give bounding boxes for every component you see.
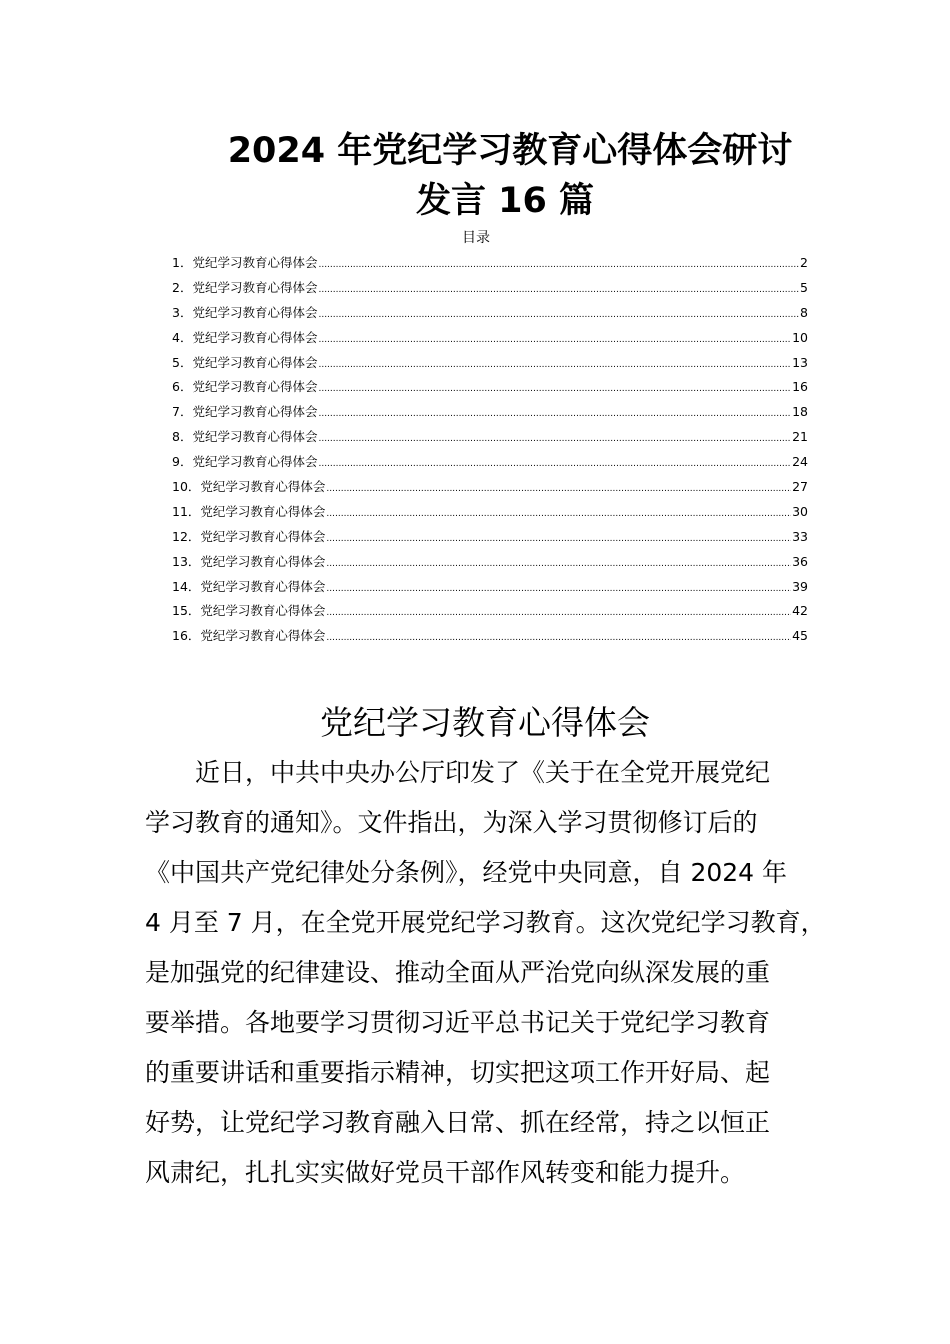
toc-dot-leader <box>318 353 791 378</box>
toc-entry-label: 党纪学习教育心得体会 <box>200 479 326 495</box>
toc-entry-page: 2 <box>800 255 808 270</box>
toc-entry-page: 27 <box>792 479 808 495</box>
toc-entry-page: 30 <box>792 503 808 519</box>
toc-entry-number: 13． <box>172 553 201 569</box>
paragraph-line: 《中国共产党纪律处分条例》，经党中央同意，自 2024 年 <box>145 858 788 887</box>
toc-entry-page: 45 <box>792 628 808 644</box>
toc-entry[interactable] <box>172 624 808 649</box>
toc-dot-leader <box>318 278 799 303</box>
toc-entry-label: 党纪学习教育心得体会 <box>200 578 326 594</box>
toc-entry-label: 党纪学习教育心得体会 <box>192 279 318 295</box>
toc-entry[interactable] <box>172 326 808 351</box>
toc-entry-page: 33 <box>792 528 808 544</box>
toc-entry-page: 13 <box>792 354 808 370</box>
toc-entry-label: 党纪学习教育心得体会 <box>192 354 318 370</box>
paragraph-line: 风肃纪，扎扎实实做好党员干部作风转变和能力提升。 <box>145 1158 746 1187</box>
document-title-line-2: 发言 16 篇 <box>415 181 595 221</box>
toc-entry-label: 党纪学习教育心得体会 <box>192 304 318 320</box>
table-of-contents <box>172 251 808 649</box>
toc-entry-label: 党纪学习教育心得体会 <box>192 379 318 395</box>
toc-dot-leader <box>318 303 799 328</box>
toc-entry-label: 党纪学习教育心得体会 <box>200 628 326 644</box>
toc-entry-label: 党纪学习教育心得体会 <box>200 528 326 544</box>
toc-entry-number: 2． <box>172 279 193 295</box>
toc-entry-number: 16． <box>172 628 201 644</box>
toc-heading: 目录 <box>462 230 490 246</box>
toc-entry-label: 党纪学习教育心得体会 <box>192 255 318 270</box>
toc-dot-leader <box>326 502 791 527</box>
toc-entry[interactable] <box>172 400 808 425</box>
toc-dot-leader <box>318 402 791 427</box>
toc-dot-leader <box>318 427 791 452</box>
toc-entry-number: 5． <box>172 354 193 370</box>
toc-entry-page: 5 <box>800 279 808 295</box>
paragraph-line: 近日，中共中央办公厅印发了《关于在全党开展党纪 <box>195 758 771 787</box>
toc-entry-number: 12． <box>172 528 201 544</box>
body-paragraph <box>145 748 835 1198</box>
toc-entry[interactable] <box>172 276 808 301</box>
toc-entry-label: 党纪学习教育心得体会 <box>192 429 318 445</box>
toc-entry[interactable] <box>172 450 808 475</box>
document-title-line-1: 2024 年党纪学习教育心得体会研讨 <box>227 131 793 171</box>
toc-dot-leader <box>326 477 791 502</box>
toc-dot-leader <box>318 253 799 278</box>
toc-entry-page: 8 <box>800 304 808 320</box>
section-title: 党纪学习教育心得体会 <box>320 703 650 742</box>
toc-entry-label: 党纪学习教育心得体会 <box>200 503 326 519</box>
toc-entry-number: 11． <box>172 503 201 519</box>
toc-entry-label: 党纪学习教育心得体会 <box>200 603 326 619</box>
toc-entry[interactable] <box>172 550 808 575</box>
toc-entry-number: 6． <box>172 379 193 395</box>
toc-dot-leader <box>326 626 791 651</box>
toc-entry-number: 1． <box>172 255 193 270</box>
toc-entry-number: 15． <box>172 603 201 619</box>
toc-entry-number: 7． <box>172 404 193 420</box>
paragraph-line: 的重要讲话和重要指示精神，切实把这项工作开好局、起 <box>145 1058 771 1087</box>
toc-dot-leader <box>318 452 791 477</box>
toc-entry[interactable] <box>172 475 808 500</box>
toc-entry-page: 36 <box>792 553 808 569</box>
toc-entry-number: 8． <box>172 429 193 445</box>
toc-dot-leader <box>326 601 791 626</box>
toc-entry-page: 21 <box>792 429 808 445</box>
toc-entry-page: 39 <box>792 578 808 594</box>
toc-entry[interactable] <box>172 425 808 450</box>
toc-entry-number: 10． <box>172 479 201 495</box>
toc-entry[interactable] <box>172 351 808 376</box>
toc-entry[interactable] <box>172 525 808 550</box>
toc-entry-page: 18 <box>792 404 808 420</box>
paragraph-line: 好势，让党纪学习教育融入日常、抓在经常，持之以恒正 <box>145 1108 771 1137</box>
toc-dot-leader <box>326 552 791 577</box>
toc-entry-page: 24 <box>792 454 808 470</box>
toc-entry-label: 党纪学习教育心得体会 <box>200 553 326 569</box>
toc-dot-leader <box>318 328 791 353</box>
toc-entry-number: 14． <box>172 578 201 594</box>
toc-entry-number: 9． <box>172 454 193 470</box>
toc-dot-leader <box>326 527 791 552</box>
toc-entry-page: 10 <box>792 329 808 345</box>
paragraph-line: 要举措。各地要学习贯彻习近平总书记关于党纪学习教育 <box>145 1008 771 1037</box>
toc-entry[interactable] <box>172 500 808 525</box>
toc-dot-leader <box>318 377 791 402</box>
toc-entry[interactable] <box>172 375 808 400</box>
document-title <box>200 126 820 226</box>
toc-entry-label: 党纪学习教育心得体会 <box>192 329 318 345</box>
paragraph-line: 是加强党的纪律建设、推动全面从严治党向纵深发展的重 <box>145 958 771 987</box>
toc-entry-label: 党纪学习教育心得体会 <box>192 404 318 420</box>
toc-dot-leader <box>326 577 791 602</box>
paragraph-line: 学习教育的通知》。文件指出，为深入学习贯彻修订后的 <box>145 808 758 837</box>
toc-entry-page: 42 <box>792 603 808 619</box>
toc-entry-label: 党纪学习教育心得体会 <box>192 454 318 470</box>
paragraph-line: 4 月至 7 月，在全党开展党纪学习教育。这次党纪学习教育， <box>145 908 826 937</box>
toc-entry-number: 3． <box>172 304 193 320</box>
toc-entry[interactable] <box>172 301 808 326</box>
toc-entry[interactable] <box>172 575 808 600</box>
toc-entry[interactable] <box>172 599 808 624</box>
toc-entry[interactable] <box>172 251 808 276</box>
toc-entry-number: 4． <box>172 329 193 345</box>
toc-entry-page: 16 <box>792 379 808 395</box>
